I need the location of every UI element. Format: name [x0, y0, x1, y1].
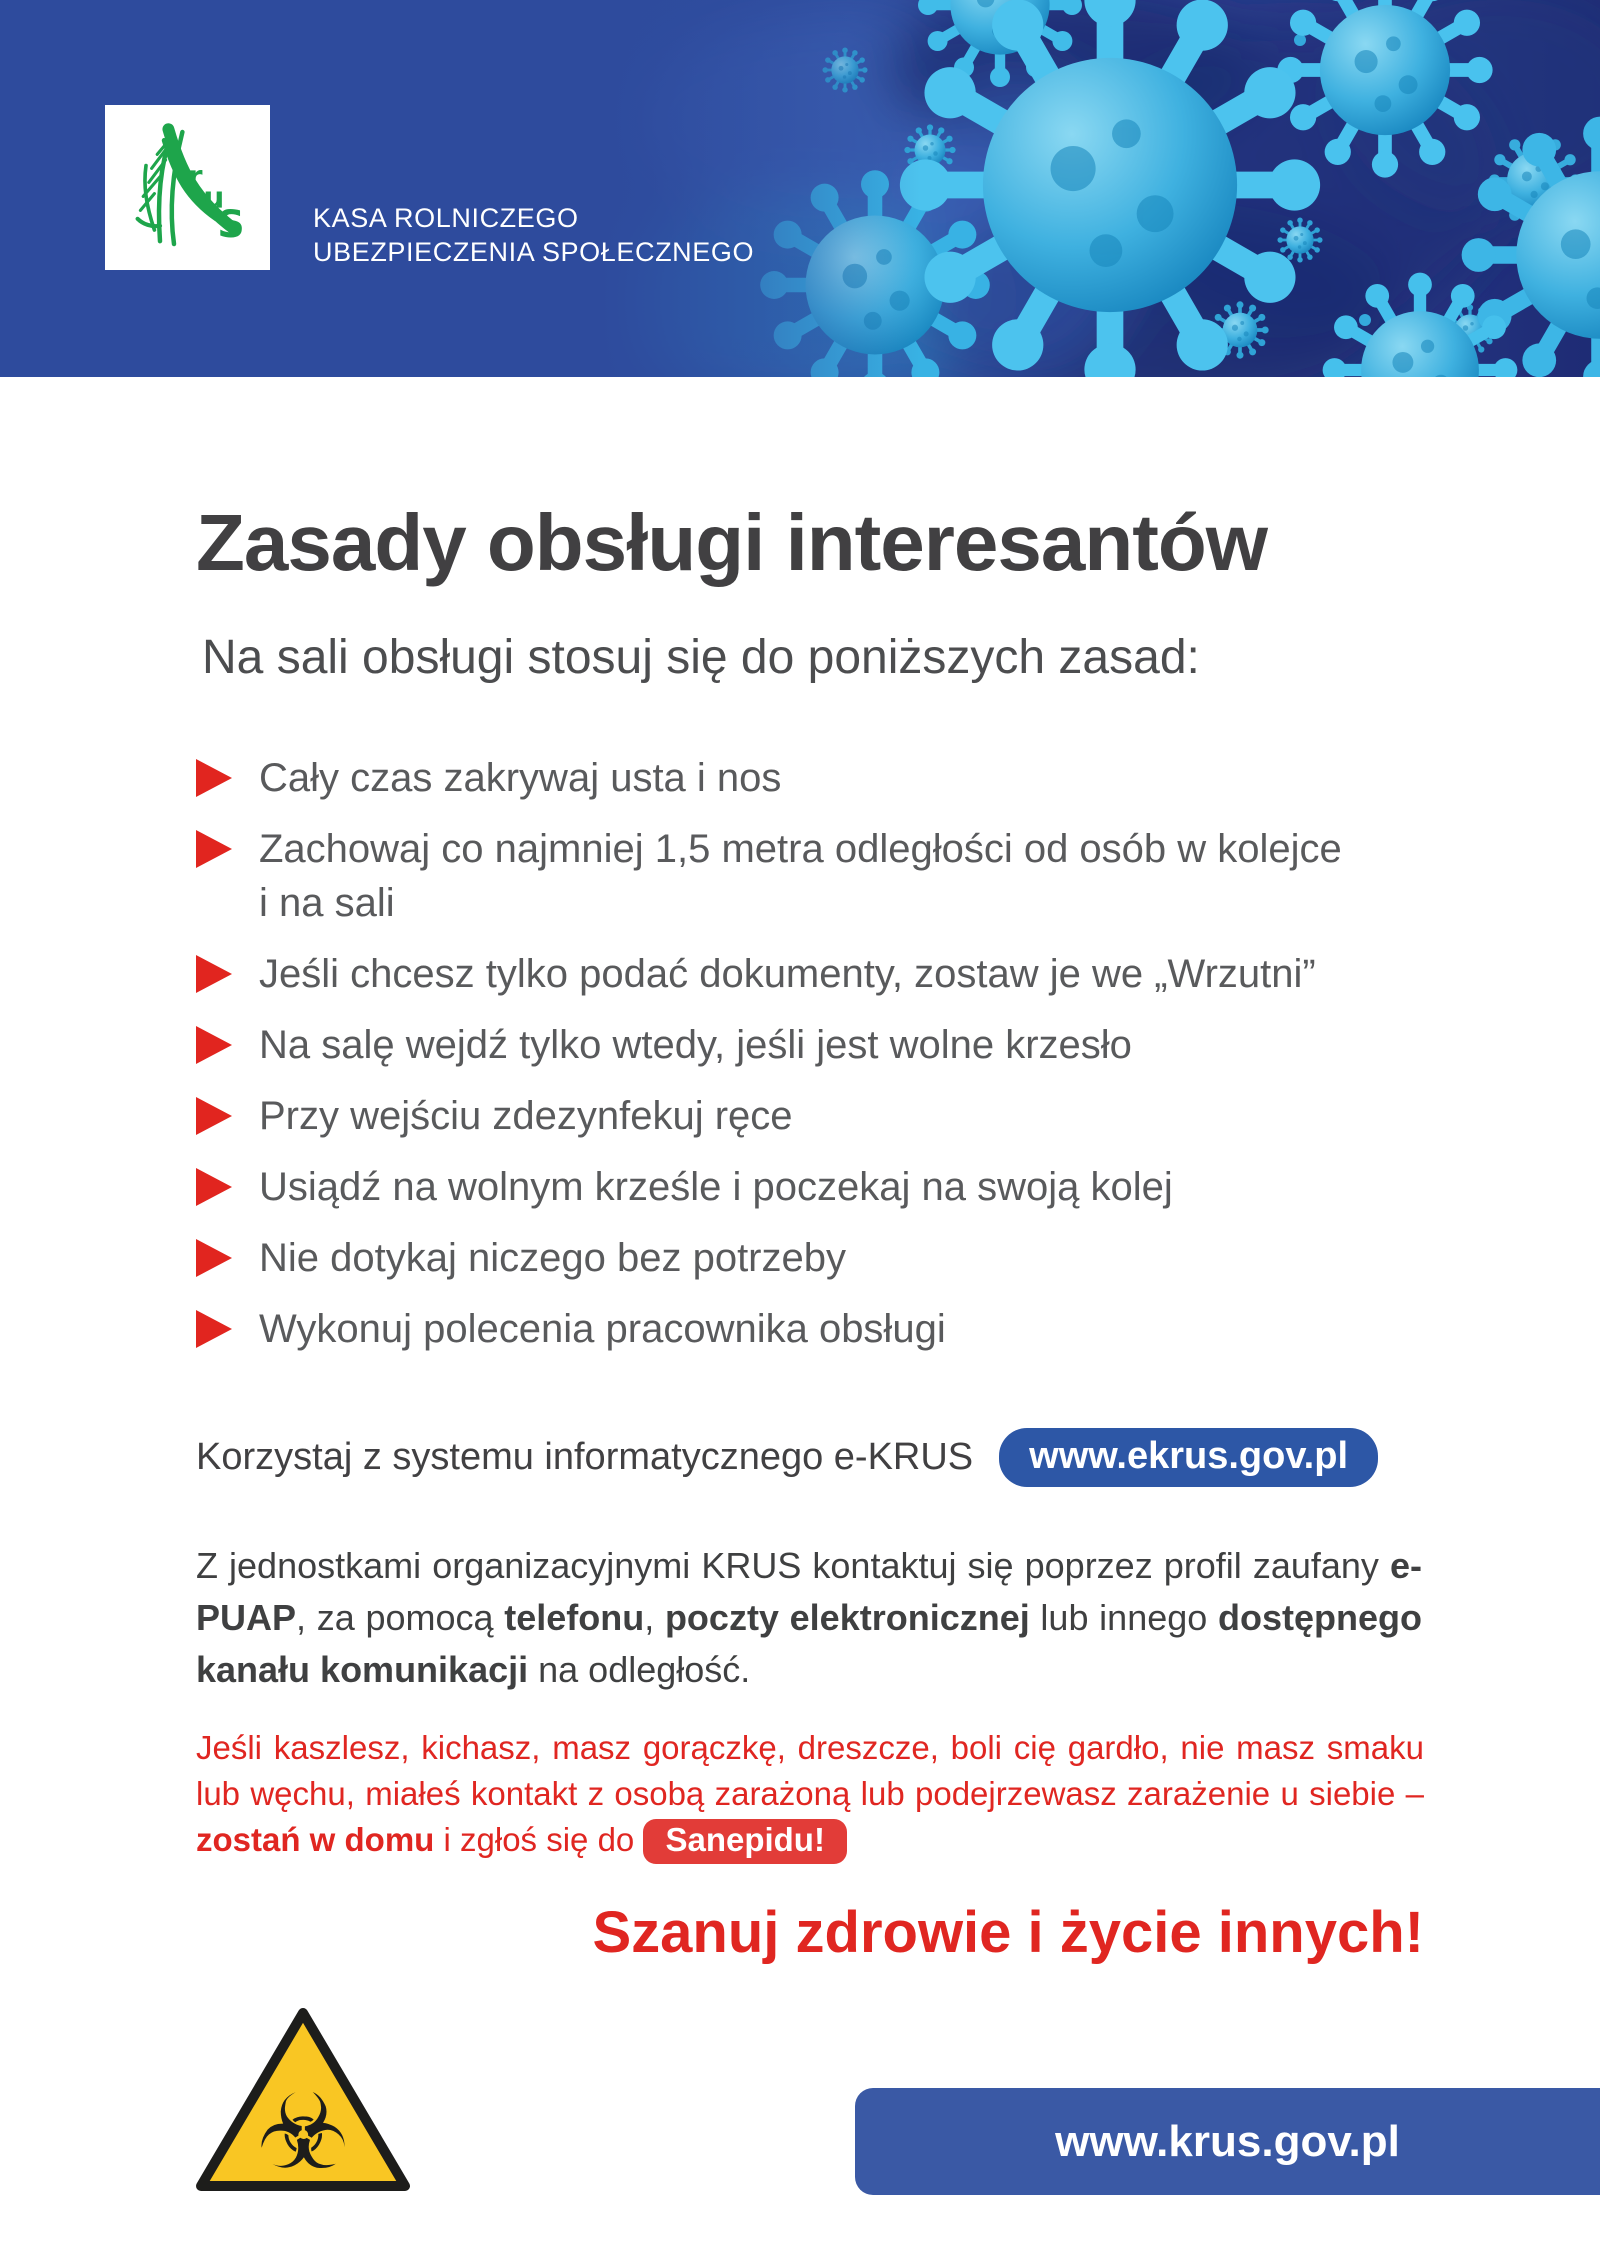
- rule-text: Wykonuj polecenia pracownika obsługi: [259, 1307, 946, 1351]
- rules-list: [196, 751, 1436, 1373]
- paragraph-segment: e-PUAP: [196, 1545, 1422, 1638]
- red-triangle-bullet-icon: [196, 830, 232, 868]
- coronavirus-particles-image: [600, 0, 1600, 377]
- rule-text: Zachowaj co najmniej 1,5 metra odległości od osób w kolejce i na sali: [259, 827, 1342, 925]
- red-triangle-bullet-icon: [196, 1168, 232, 1206]
- sanepid-badge: Sanepidu!: [643, 1819, 847, 1864]
- organization-name: [313, 201, 754, 269]
- red-triangle-bullet-icon: [196, 1026, 232, 1064]
- list-item: [196, 1302, 1436, 1356]
- svg-text:u: u: [202, 180, 224, 215]
- krus-website-label: www.krus.gov.pl: [1055, 2116, 1400, 2166]
- krus-website-bar[interactable]: [855, 2088, 1600, 2195]
- health-slogan: Szanuj zdrowie i życie innych!: [592, 1900, 1424, 1965]
- list-item: [196, 1018, 1436, 1072]
- red-triangle-bullet-icon: [196, 1097, 232, 1135]
- paragraph-segment: poczty elektronicznej: [664, 1597, 1030, 1638]
- paragraph-segment: , za pomocą: [296, 1597, 505, 1638]
- paragraph-segment: lub innego: [1029, 1597, 1218, 1638]
- svg-text:☣: ☣: [256, 2071, 350, 2193]
- paragraph-segment: zostań w domu: [196, 1821, 435, 1858]
- svg-text:S: S: [216, 201, 245, 246]
- red-triangle-bullet-icon: [196, 1310, 232, 1348]
- krus-logo-box: [105, 105, 270, 270]
- contact-paragraph: [196, 1540, 1422, 1696]
- paragraph-segment: i zgłoś się do: [434, 1821, 644, 1858]
- ekrus-text: Korzystaj z systemu informatycznego e-KRUS: [196, 1436, 974, 1478]
- paragraph-segment: dostępnego kanału komunikacji: [196, 1597, 1422, 1690]
- rule-text: Cały czas zakrywaj usta i nos: [259, 756, 782, 800]
- rule-text: Nie dotykaj niczego bez potrzeby: [259, 1236, 846, 1280]
- paragraph-segment: Z jednostkami organizacyjnymi KRUS kontaktuj się poprzez profil zaufany: [196, 1545, 1390, 1586]
- page-title: Zasady obsługi interesantów: [196, 497, 1268, 587]
- red-triangle-bullet-icon: [196, 955, 232, 993]
- biohazard-icon: [188, 2000, 418, 2200]
- paragraph-segment: telefonu: [504, 1597, 645, 1638]
- svg-text:r: r: [187, 159, 202, 194]
- list-item: [196, 751, 1436, 805]
- krus-logo: [118, 118, 258, 258]
- red-triangle-bullet-icon: [196, 759, 232, 797]
- subtitle: Na sali obsługi stosuj się do poniższych zasad:: [202, 631, 1200, 684]
- ekrus-link-button[interactable]: www.ekrus.gov.pl: [999, 1428, 1378, 1487]
- ekrus-row: [196, 1428, 1378, 1487]
- warning-paragraph: [196, 1725, 1424, 1864]
- rule-text: Jeśli chcesz tylko podać dokumenty, zostaw je we „Wrzutni”: [259, 952, 1316, 996]
- paragraph-segment: na odległość.: [528, 1649, 751, 1690]
- rule-text: Usiądź na wolnym krześle i poczekaj na swoją kolej: [259, 1165, 1173, 1209]
- rule-text: Na salę wejdź tylko wtedy, jeśli jest wolne krzesło: [259, 1023, 1132, 1067]
- list-item: [196, 1160, 1436, 1214]
- paragraph-segment: Jeśli kaszlesz, kichasz, masz gorączkę, dreszcze, boli cię gardło, nie masz smaku lub węchu, miałeś kontakt z osobą zarażoną lub podejrzewasz zarażenie u siebie –: [196, 1729, 1424, 1812]
- list-item: [196, 947, 1436, 1001]
- red-triangle-bullet-icon: [196, 1239, 232, 1277]
- organization-name-line1: KASA ROLNICZEGO: [313, 203, 579, 233]
- top-banner: [0, 0, 1600, 377]
- list-item: [196, 822, 1436, 930]
- organization-name-line2: UBEZPIECZENIA SPOŁECZNEGO: [313, 237, 755, 267]
- list-item: [196, 1089, 1436, 1143]
- paragraph-segment: ,: [644, 1597, 665, 1638]
- rule-text: Przy wejściu zdezynfekuj ręce: [259, 1094, 793, 1138]
- list-item: [196, 1231, 1436, 1285]
